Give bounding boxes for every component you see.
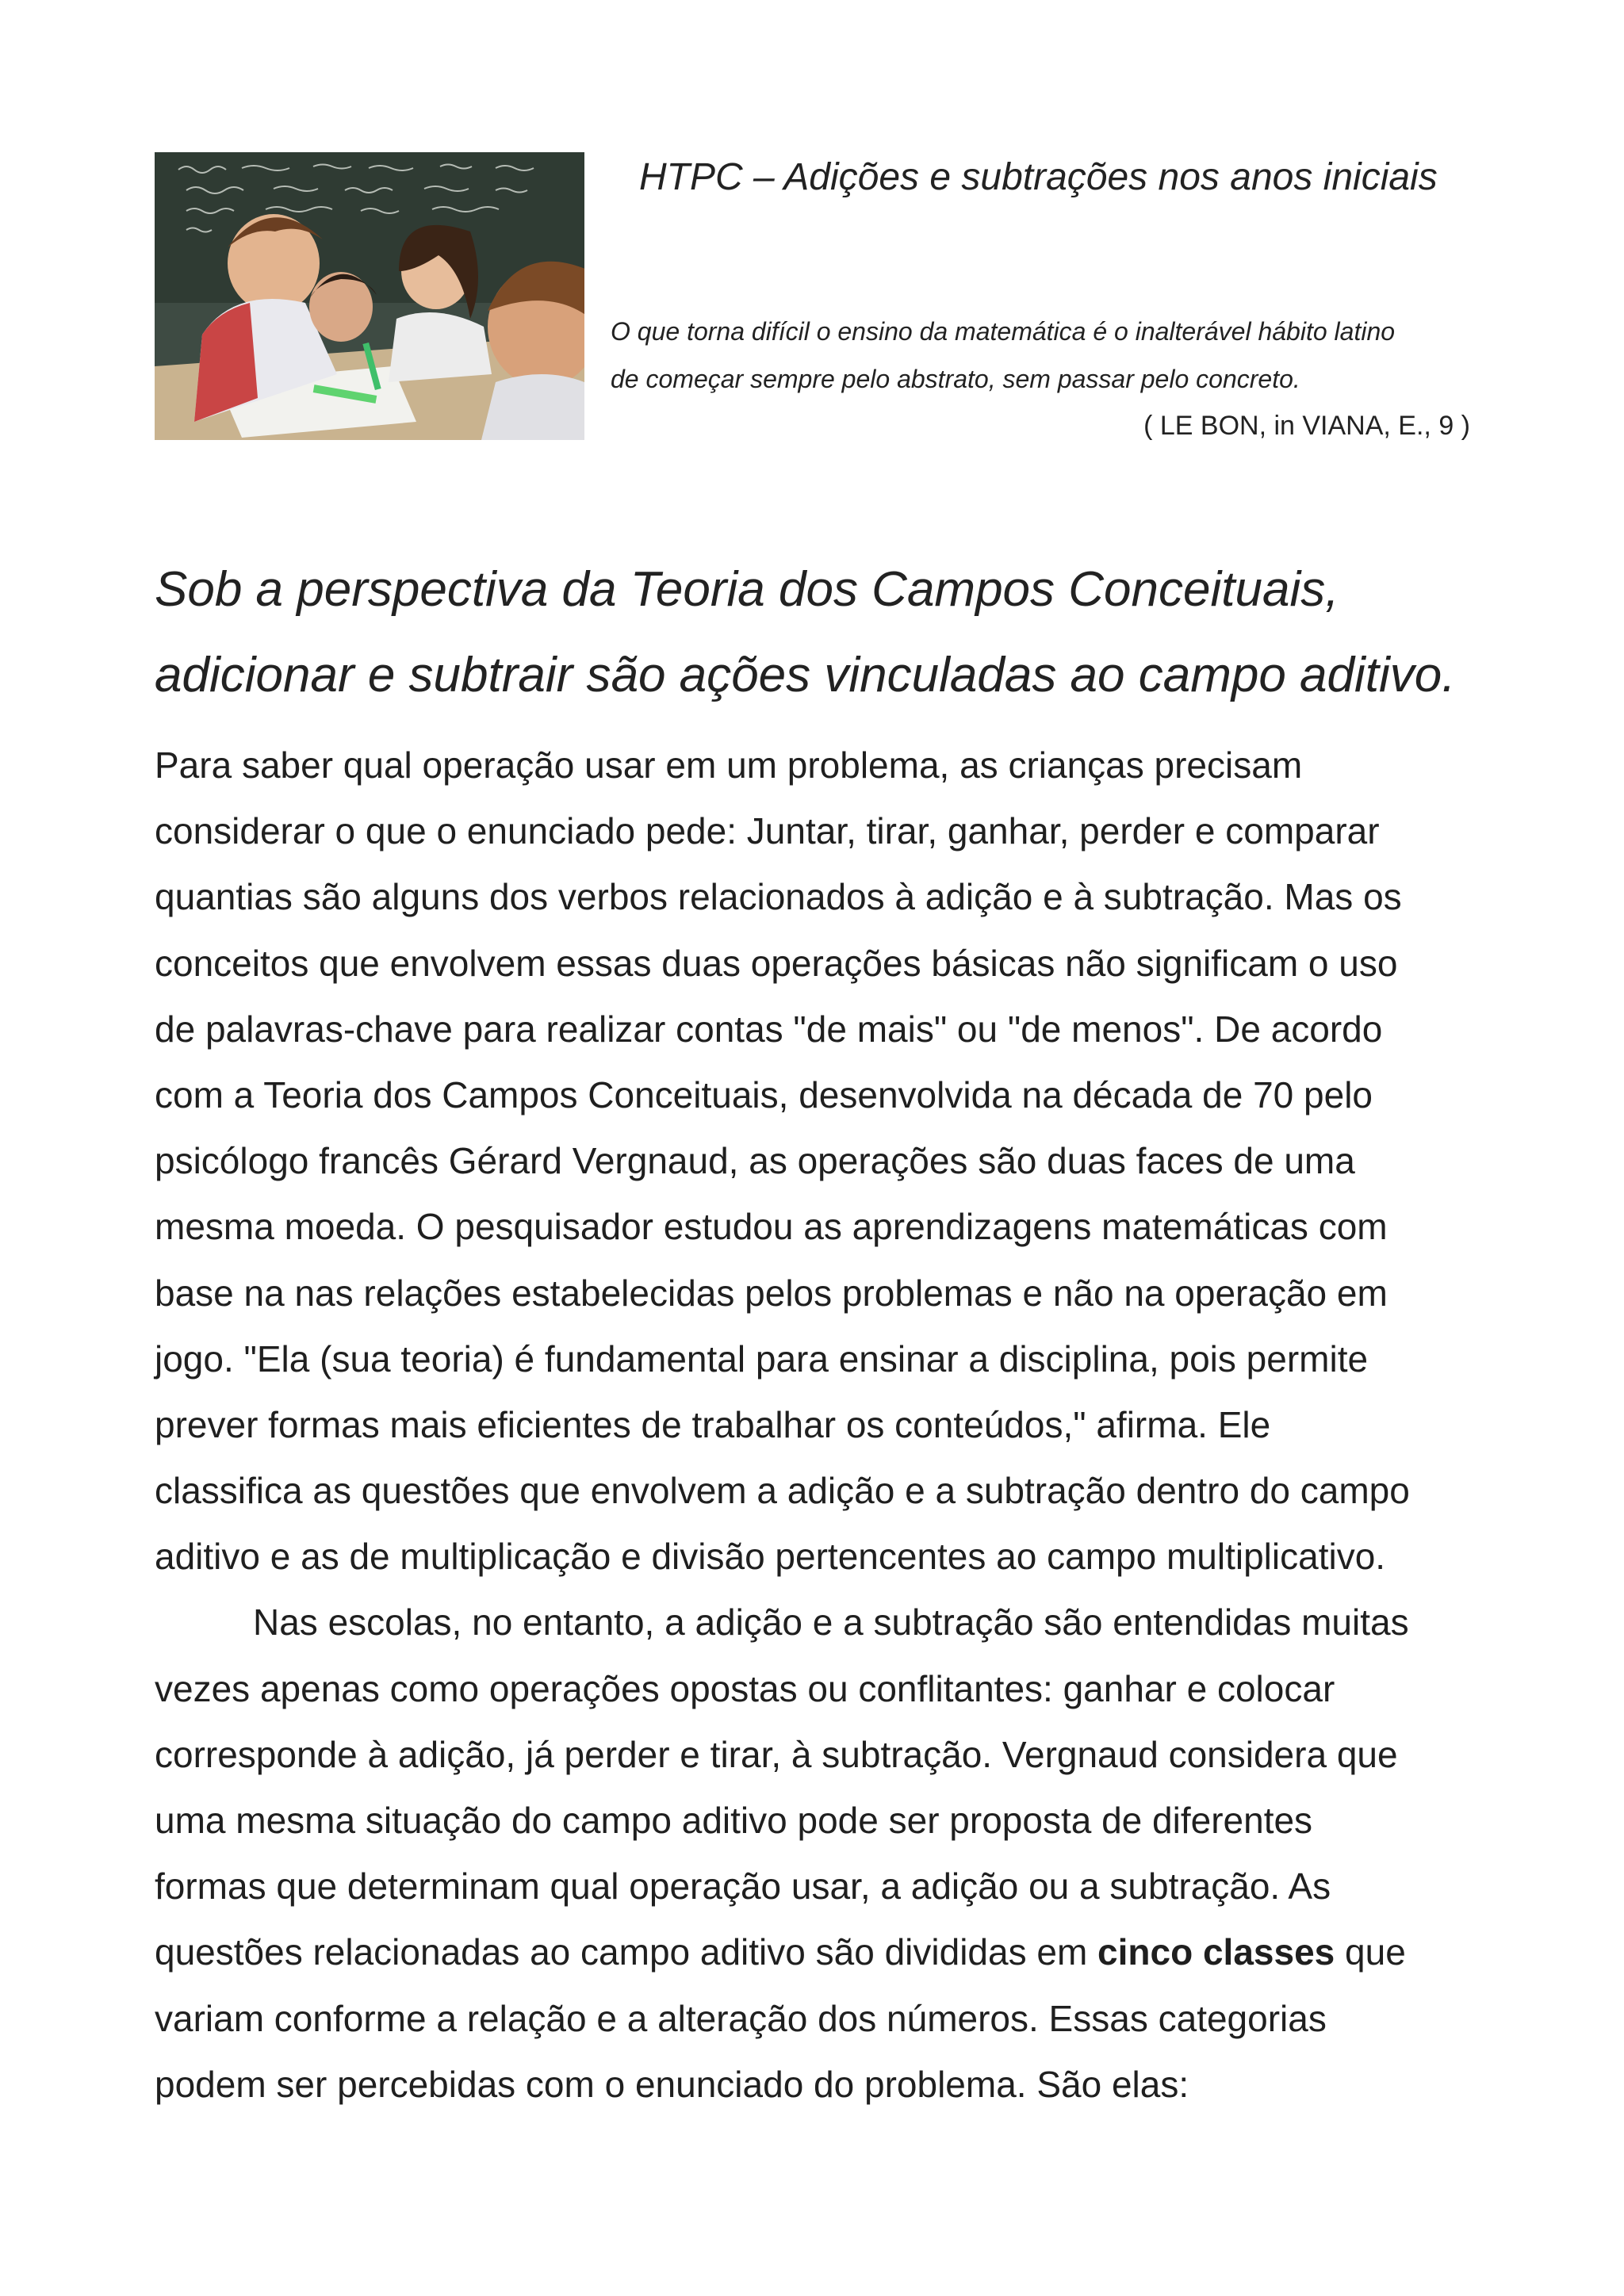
- paragraph-1-line: classifica as questões que envolvem a adição e a subtração dentro do campo: [155, 1470, 1410, 1512]
- paragraph-1-line: com a Teoria dos Campos Conceituais, desenvolvida na década de 70 pelo: [155, 1073, 1373, 1115]
- paragraph-1-line: base na nas relações estabelecidas pelos problemas e não na operação em: [155, 1272, 1388, 1314]
- classroom-photo: [155, 152, 584, 440]
- paragraph-1-line: de palavras-chave para realizar contas "de mais" ou "de menos". De acordo: [155, 1008, 1383, 1050]
- paragraph-1-line: considerar o que o enunciado pede: Juntar, tirar, ganhar, perder e comparar: [155, 810, 1380, 852]
- paragraph-1-line: aditivo e as de multiplicação e divisão pertencentes ao campo multiplicativo.: [155, 1536, 1386, 1578]
- paragraph-2-line: variam conforme a relação e a alteração dos números. Essas categorias: [155, 1997, 1327, 2039]
- paragraph-1-line: quantias são alguns dos verbos relacionados à adição e à subtração. Mas os: [155, 876, 1402, 918]
- paragraph-2-line-with-bold: [155, 1919, 1487, 1985]
- paragraph-1-line: prever formas mais eficientes de trabalhar os conteúdos," afirma. Ele: [155, 1403, 1271, 1445]
- epigraph-quote: [611, 308, 1475, 403]
- section-headline: [155, 547, 1503, 718]
- epigraph-line: de começar sempre pelo abstrato, sem passar pelo concreto.: [611, 365, 1300, 393]
- epigraph-citation: ( LE BON, in VIANA, E., 9 ): [1143, 411, 1470, 441]
- headline-line: adicionar e subtrair são ações vinculadas ao campo aditivo.: [155, 648, 1456, 702]
- body-text: [155, 733, 1487, 2118]
- paragraph-2-line: vezes apenas como operações opostas ou conflitantes: ganhar e colocar: [155, 1667, 1335, 1709]
- epigraph-line: O que torna difícil o ensino da matemática é o inalterável hábito latino: [611, 317, 1396, 346]
- paragraph-2-line: podem ser percebidas com o enunciado do problema. São elas:: [155, 2063, 1189, 2105]
- bold-line-before: questões relacionadas ao campo aditivo são divididas em: [155, 1931, 1098, 1973]
- paragraph-1-line: conceitos que envolvem essas duas operações básicas não significam o uso: [155, 942, 1398, 984]
- paragraph-1-line: jogo. "Ela (sua teoria) é fundamental para ensinar a disciplina, pois permite: [155, 1337, 1369, 1380]
- bold-phrase: cinco classes: [1097, 1931, 1335, 1973]
- paragraph-1-line: mesma moeda. O pesquisador estudou as aprendizagens matemáticas com: [155, 1206, 1388, 1248]
- paragraph-2-line: corresponde à adição, já perder e tirar, à subtração. Vergnaud considera que: [155, 1733, 1398, 1775]
- paragraph-2-line: Nas escolas, no entanto, a adição e a subtração são entendidas muitas: [253, 1601, 1409, 1644]
- paragraph-2-line: formas que determinam qual operação usar, a adição ou a subtração. As: [155, 1866, 1331, 1908]
- headline-line: Sob a perspectiva da Teoria dos Campos Conceituais,: [155, 562, 1339, 617]
- bold-line-after: que: [1335, 1931, 1406, 1973]
- paragraph-1-line: Para saber qual operação usar em um problema, as crianças precisam: [155, 744, 1303, 786]
- paragraph-2-line: uma mesma situação do campo aditivo pode ser proposta de diferentes: [155, 1800, 1313, 1841]
- children-at-desk-image: [155, 152, 584, 440]
- document-title: HTPC – Adições e subtrações nos anos iniciais: [639, 156, 1438, 198]
- paragraph-1-line: psicólogo francês Gérard Vergnaud, as operações são duas faces de uma: [155, 1140, 1355, 1182]
